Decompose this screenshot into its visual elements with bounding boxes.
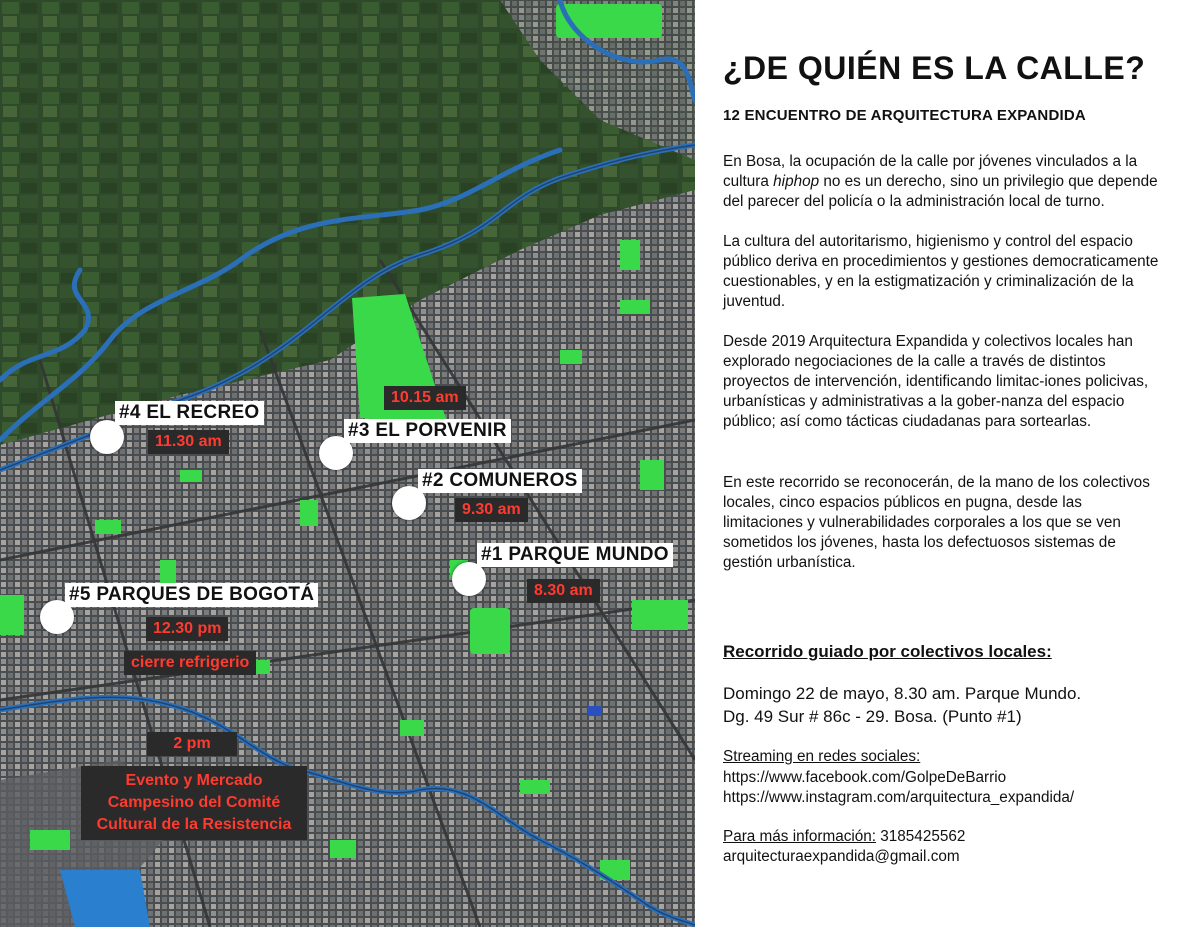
stop-1-label: #1 PARQUE MUNDO	[477, 543, 673, 567]
info-panel	[695, 0, 1200, 927]
paragraph-intro-start: En Bosa, la ocupación de la calle por jóvenes vinculados a la cultura	[723, 153, 1138, 190]
page-title: ¿DE QUIÉN ES LA CALLE?	[723, 50, 1146, 86]
final-event-time: 2 pm	[147, 732, 237, 756]
contact-line	[723, 828, 965, 846]
stop-5-note: cierre refrigerio	[124, 651, 256, 675]
instagram-link[interactable]: https://www.instagram.com/arquitectura_expandida/	[723, 789, 1075, 806]
paragraph-intro-emphasis: hiphop	[773, 173, 820, 190]
facebook-link[interactable]: https://www.facebook.com/GolpeDeBarrio	[723, 769, 1007, 786]
stop-1-marker[interactable]	[452, 562, 486, 596]
stop-2-label: #2 COMUNEROS	[418, 469, 582, 493]
final-event-box	[81, 766, 307, 840]
stop-3-time: 10.15 am	[384, 386, 466, 410]
final-event-line-1: Evento y Mercado	[125, 772, 263, 789]
paragraph-intro-end: no es un derecho, sino un privilegio que depende del parecer del policía o la administración local de turno.	[723, 173, 1158, 210]
paragraph-intro	[723, 152, 1163, 212]
contact-email[interactable]: arquitecturaexpandida@gmail.com	[723, 848, 960, 865]
paragraph-culture: La cultura del autoritarismo, higienismo y control del espacio público deriva en procedimientos y gestiones democraticamente cuestionables, y en la estigmatización y criminalización de la juventud.	[723, 233, 1159, 310]
final-event-line-2: Campesino del Comité	[107, 794, 281, 811]
stop-1-time: 8.30 am	[527, 579, 600, 603]
paragraph-history: Desde 2019 Arquitectura Expandida y colectivos locales han explorado negociaciones de la calle a través de distintos proyectos de intervención, identificando limitac-iones policivas, urbanísticas y administrativas a la gober-nanza del espacio público; así como tácticas ciudadanas para sortearlas.	[723, 333, 1149, 430]
stop-5-time: 12.30 pm	[146, 617, 228, 641]
tour-date-line: Domingo 22 de mayo, 8.30 am. Parque Mundo.	[723, 684, 1082, 703]
stop-2-time: 9.30 am	[455, 498, 528, 522]
tour-heading: Recorrido guiado por colectivos locales:	[723, 642, 1052, 661]
stop-4-time: 11.30 am	[148, 430, 229, 454]
stop-3-label: #3 EL PORVENIR	[344, 419, 511, 443]
paragraph-tour-description: En este recorrido se reconocerán, de la mano de los colectivos locales, cinco espacios públicos en pugna, desde las limitaciones y vulnerabilidades corporales a los que se ven sometidos los jóvenes, hasta los defectuosos sistemas de gestión urbanística.	[723, 474, 1150, 571]
page-subtitle: 12 ENCUENTRO DE ARQUITECTURA EXPANDIDA	[723, 107, 1086, 124]
contact-phone[interactable]: 3185425562	[876, 828, 966, 845]
streaming-label: Streaming en redes sociales:	[723, 748, 921, 765]
tour-address-line: Dg. 49 Sur # 86c - 29. Bosa. (Punto #1)	[723, 707, 1022, 726]
final-event-line-3: Cultural de la Resistencia	[96, 816, 292, 833]
stop-4-label: #4 EL RECREO	[115, 401, 264, 425]
stop-5-label: #5 PARQUES DE BOGOTÁ	[65, 583, 318, 607]
stop-4-marker[interactable]	[90, 420, 124, 454]
contact-label: Para más información:	[723, 828, 877, 845]
